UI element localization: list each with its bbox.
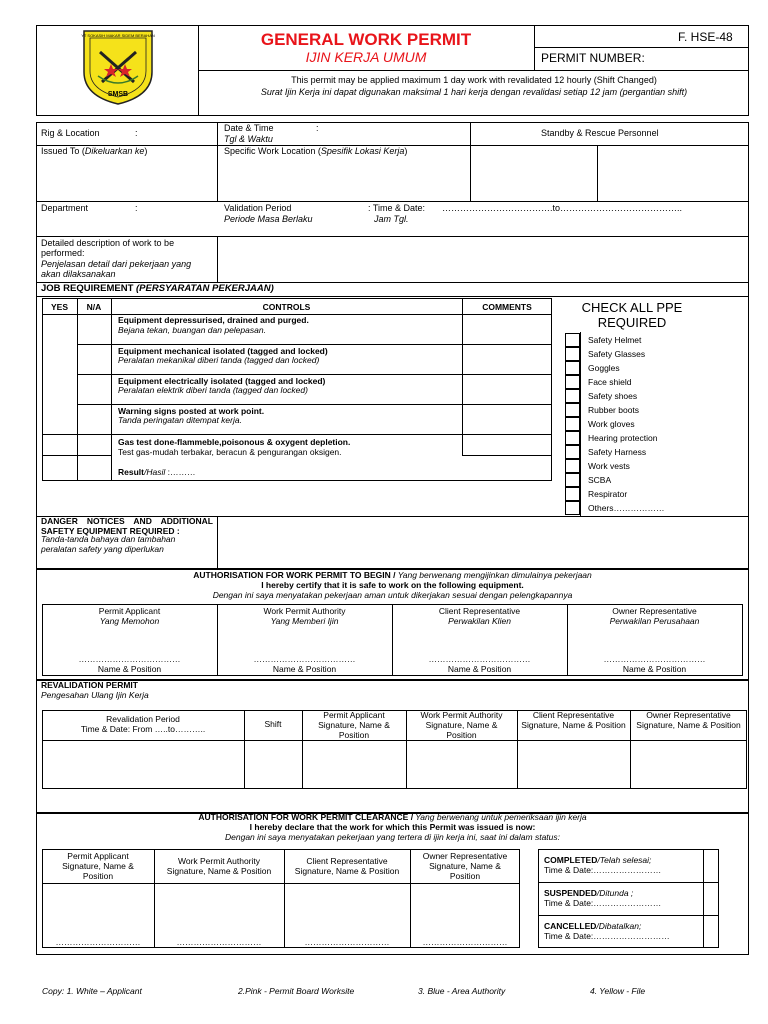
revalidation-title-id: Pengesahan Ulang Ijin Kerja (41, 690, 149, 700)
department-label: Department (41, 203, 89, 213)
auth-begin-signature-line[interactable]: ……………………………… (603, 654, 706, 664)
ppe-checkbox[interactable] (565, 403, 580, 417)
ppe-label: Safety Glasses (588, 349, 646, 359)
ppe-label: Rubber boots (588, 405, 640, 415)
clearance-col-3: Client Representative Signature, Name & Position (294, 856, 400, 876)
auth-begin-col-label: Work Permit Authority (263, 606, 346, 616)
ppe-checkbox[interactable] (565, 431, 580, 445)
ppe-checkbox[interactable] (565, 445, 580, 459)
form-subtitle: IJIN KERJA UMUM (305, 49, 427, 65)
control-row-5-id: Test gas-mudah terbakar, beracun & pengurangan oksigen. (118, 447, 342, 457)
jam-tgl-label: Jam Tgl. (374, 214, 409, 224)
auth-begin-col-label: Owner Representative (612, 606, 697, 616)
auth-begin-certify: I hereby certify that it is safe to work on the following equipment. (261, 580, 524, 590)
specific-location-label-id: Spesifik Lokasi Kerja (320, 146, 405, 156)
status-name: SUSPENDED (544, 888, 597, 898)
revalidation-period-time: Time & Date: From …..to……….. (80, 724, 206, 734)
control-row-2-id: Peralatan mekanikal diberi tanda (tagged dan locked) (118, 355, 320, 365)
validation-period-label: Validation Period (224, 203, 292, 213)
status-name-id: /Dibatalkan; (596, 921, 642, 931)
auth-begin-name-position: Name & Position (97, 664, 162, 674)
auth-begin-name-position: Name & Position (272, 664, 337, 674)
ppe-label: Safety Harness (588, 447, 647, 457)
validation-period-label-id: Periode Masa Berlaku (224, 214, 313, 224)
rig-location-colon: : (135, 128, 138, 138)
logo-text-top: YT SOKASIH MAKAR SIDEM BERAHAN (81, 33, 155, 38)
ppe-title: CHECK ALL PPE REQUIRED (581, 300, 683, 330)
clearance-sign-3[interactable]: ………………………… (304, 937, 390, 947)
issued-to-label-id: Dikeluarkan ke (84, 146, 145, 156)
ppe-checkbox[interactable] (565, 375, 580, 389)
description-label: Detailed description of work to be performed: (41, 238, 175, 258)
control-row-4-en: Warning signs posted at work point. (118, 406, 265, 416)
revalidation-shift: Shift (264, 719, 282, 729)
control-row-1-en: Equipment depressurised, drained and purged. (118, 315, 309, 325)
status-name: CANCELLED (544, 921, 597, 931)
revalidation-col-1: Permit Applicant Signature, Name & Position (318, 710, 390, 740)
department-colon: : (135, 203, 138, 213)
ppe-label: Face shield (588, 377, 632, 387)
auth-begin-col-label-id: Perwakilan Perusahaan (609, 616, 700, 626)
permit-note-id: Surat Ijin Kerja ini dapat digunakan maksimal 1 hari kerja dengan revalidasi setiap 12 jam (pergantian shift) (260, 87, 688, 97)
clearance-col-1: Permit Applicant Signature, Name & Position (62, 851, 134, 881)
control-row-3-id: Peralatan elektrik diberi tanda (tagged dan locked) (118, 385, 308, 395)
time-date-label: : Time & Date: (368, 203, 426, 213)
status-time-date[interactable]: Time & Date:……………………… (544, 931, 670, 941)
clearance-title: AUTHORISATION FOR WORK PERMIT CLEARANCE / (198, 812, 414, 822)
ppe-checkbox[interactable] (565, 389, 580, 403)
auth-begin-col-label: Client Representative (438, 606, 521, 616)
auth-begin-signature-line[interactable]: ……………………………… (253, 654, 356, 664)
issued-to-label: Issued To ( (41, 146, 85, 156)
result-dots: :……… (165, 467, 196, 477)
revalidation-col-3: Client Representative Signature, Name & Position (521, 710, 626, 730)
danger-title: DANGER NOTICES AND ADDITIONAL SAFETY EQUIPMENT REQUIRED : (41, 516, 213, 536)
status-time-date[interactable]: Time & Date:…………………… (544, 898, 662, 908)
auth-begin-signature-line[interactable]: ……………………………… (428, 654, 531, 664)
logo-text-bottom: SMSB (107, 91, 129, 98)
date-time-label-id: Tgl & Waktu (224, 134, 273, 144)
clearance-sign-4[interactable]: ………………………… (422, 937, 508, 947)
control-row-4-id: Tanda peringatan ditempat kerja. (118, 415, 242, 425)
permit-note-en: This permit may be applied maximum 1 day work with revalidated 12 hourly (Shift Changed) (291, 75, 657, 85)
auth-begin-name-position: Name & Position (622, 664, 687, 674)
clearance-col-4: Owner Representative Signature, Name & Position (422, 851, 508, 881)
auth-begin-title: AUTHORISATION FOR WORK PERMIT TO BEGIN / (193, 570, 396, 580)
status-label (544, 921, 641, 931)
status-name: COMPLETED (544, 855, 598, 865)
control-row-3-en: Equipment electrically isolated (tagged and locked) (118, 376, 326, 386)
revalidation-period: Revalidation Period (106, 714, 180, 724)
status-name-id: /Ditunda ; (596, 888, 634, 898)
col-yes: YES (50, 302, 68, 312)
ppe-label: Work gloves (588, 419, 635, 429)
auth-begin-signature-line[interactable]: ……………………………… (78, 654, 181, 664)
footer-copy-2: 2.Pink - Permit Board Worksite (238, 986, 355, 996)
ppe-label: Safety shoes (588, 391, 638, 401)
form-code: F. HSE-48 (678, 30, 733, 44)
validation-dots[interactable]: ……………………………….to………………………………….. (442, 203, 683, 213)
ppe-checkbox[interactable] (565, 333, 580, 347)
control-row-1-id: Bejana tekan, buangan dan pelepasan. (118, 325, 266, 335)
clearance-declare: I hereby declare that the work for which this Permit was issued is now: (249, 822, 536, 832)
status-time-date[interactable]: Time & Date:…………………… (544, 865, 662, 875)
clearance-sign-1[interactable]: ………………………… (55, 937, 141, 947)
auth-begin-certify-id: Dengan ini saya menyatakan pekerjaan aman untuk dikerjakan sesuai dengan pelengkapannya (212, 590, 573, 600)
issued-to-paren: ) (144, 146, 148, 156)
revalidation-title: REVALIDATION PERMIT (41, 680, 138, 690)
standby-label: Standby & Rescue Personnel (541, 128, 659, 138)
job-requirement-title-id: (PERSYARATAN PEKERJAAN) (136, 283, 274, 294)
ppe-checkbox[interactable] (565, 487, 580, 501)
col-comments: COMMENTS (482, 302, 532, 312)
col-na: N/A (86, 302, 102, 312)
revalidation-col-4: Owner Representative Signature, Name & Position (636, 710, 741, 730)
ppe-checkbox[interactable] (565, 361, 580, 375)
auth-begin-col-label-id: Perwakilan Klien (448, 616, 511, 626)
ppe-label: Others……………… (588, 503, 665, 513)
ppe-label: Goggles (588, 363, 620, 373)
specific-location-paren: ) (404, 146, 408, 156)
status-label (544, 855, 651, 865)
control-row-2-en: Equipment mechanical isolated (tagged and locked) (118, 346, 328, 356)
specific-location-label: Specific Work Location ( (224, 146, 321, 156)
auth-begin-col-label-id: Yang Memberi Ijin (270, 616, 339, 626)
control-row-5-en: Gas test done-flammeble,poisonous & oxygent depletion. (118, 437, 351, 447)
form-title: GENERAL WORK PERMIT (260, 30, 472, 49)
date-time-label: Date & Time (224, 123, 274, 133)
ppe-label: SCBA (588, 475, 612, 485)
clearance-sign-2[interactable]: ………………………… (176, 937, 262, 947)
ppe-label: Hearing protection (588, 433, 658, 443)
status-name-id: /Telah selesai; (597, 855, 652, 865)
clearance-title-id: Yang berwenang untuk pemeriksaan ijin kerja (413, 812, 587, 822)
col-controls: CONTROLS (262, 302, 311, 312)
ppe-checkbox[interactable] (565, 473, 580, 487)
job-requirement-title: JOB REQUIREMENT (41, 283, 137, 294)
ppe-checkbox[interactable] (565, 417, 580, 431)
date-time-colon: : (316, 123, 319, 133)
revalidation-col-2: Work Permit Authority Signature, Name & Position (420, 710, 503, 740)
footer-copy-3: 3. Blue - Area Authority (418, 986, 506, 996)
footer-copy-1: Copy: 1. White – Applicant (42, 986, 142, 996)
auth-begin-name-position: Name & Position (447, 664, 512, 674)
footer-copy-4: 4. Yellow - File (590, 986, 646, 996)
clearance-declare-id: Dengan ini saya menyatakan pekerjaan yang tertera di ijin kerja ini, saat ini dalam status: (225, 832, 560, 842)
auth-begin-col-label-id: Yang Memohon (99, 616, 160, 626)
company-logo (78, 26, 158, 106)
ppe-label: Safety Helmet (588, 335, 642, 345)
status-label (544, 888, 633, 898)
result-label: Result (118, 467, 144, 477)
ppe-checkbox[interactable] (565, 501, 580, 515)
clearance-col-2: Work Permit Authority Signature, Name & Position (166, 856, 272, 876)
auth-begin-col-label: Permit Applicant (98, 606, 161, 616)
ppe-checkbox[interactable] (565, 347, 580, 361)
permit-number-label: PERMIT NUMBER: (541, 51, 645, 65)
rig-location-label: Rig & Location (41, 128, 100, 138)
danger-text-id: Tanda-tanda bahaya dan tambahan peralatan safety yang diperlukan (41, 534, 176, 554)
description-label-id: Penjelasan detail dari pekerjaan yang akan dilaksanakan (41, 259, 192, 279)
auth-begin-title-id: Yang berwenang mengijinkan dimulainya pekerjaan (395, 570, 592, 580)
ppe-label: Respirator (588, 489, 628, 499)
ppe-checkbox[interactable] (565, 459, 580, 473)
result-label-id: /Hasil (143, 467, 166, 477)
ppe-label: Work vests (588, 461, 630, 471)
